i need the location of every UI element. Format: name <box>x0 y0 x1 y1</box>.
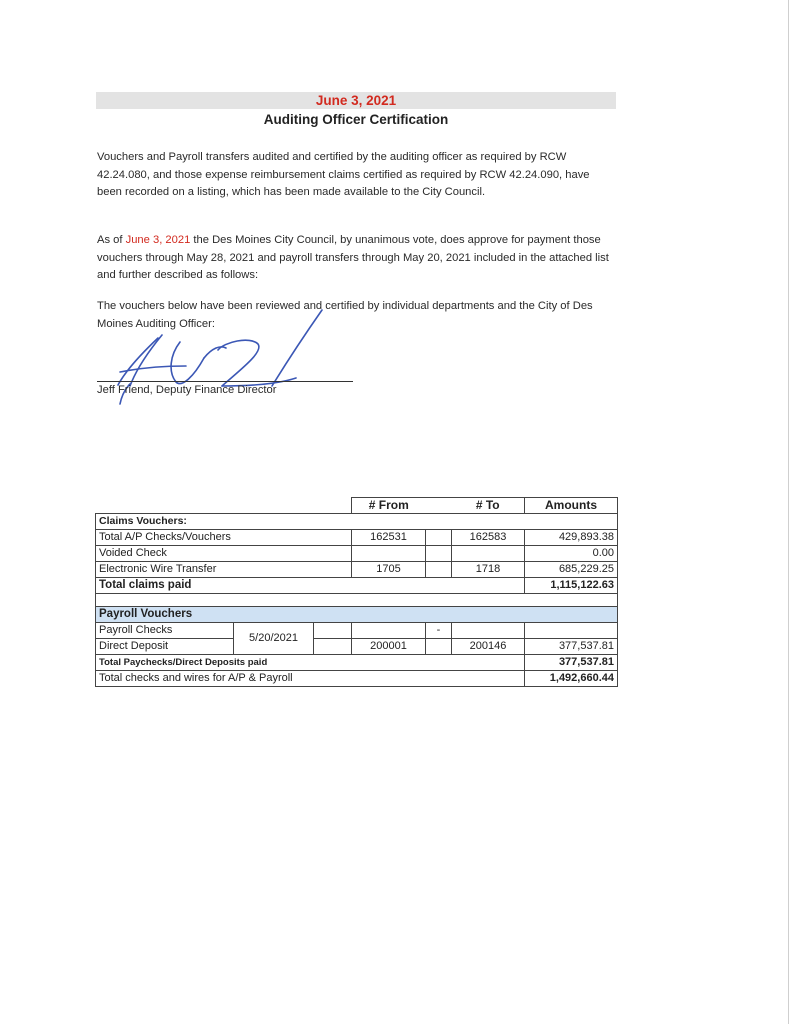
table-cell <box>352 623 426 639</box>
approval-date: June 3, 2021 <box>125 234 191 246</box>
paragraph-rcw: Vouchers and Payroll transfers audited and certified by the auditing officer as required by RCW 42.24.080, and those expense reimbursement claims certified as required by RCW 42.24.090, have been recorded on a listing, which has been made available to the City Council. <box>97 151 590 198</box>
table-row <box>96 562 618 578</box>
table-cell <box>452 546 525 562</box>
signature-caption: Jeff Friend, Deputy Finance Director <box>97 384 277 396</box>
table-row <box>96 655 618 671</box>
page-edge <box>788 0 789 1024</box>
table-row <box>96 639 618 655</box>
ap-amount: 429,893.38 <box>525 530 618 546</box>
vouchers-table <box>95 497 618 687</box>
grand-total-label: Total checks and wires for A/P & Payroll <box>96 671 525 687</box>
table-cell <box>314 623 352 639</box>
total-payroll-amount: 377,537.81 <box>525 655 618 671</box>
table-cell <box>314 639 352 655</box>
wire-label: Electronic Wire Transfer <box>96 562 352 578</box>
table-row <box>96 530 618 546</box>
certification-date: June 3, 2021 <box>315 93 397 108</box>
table-cell <box>452 623 525 639</box>
dd-from: 200001 <box>352 639 426 655</box>
direct-deposit-label: Direct Deposit <box>96 639 234 655</box>
ap-to: 162583 <box>452 530 525 546</box>
col-amounts-header: Amounts <box>525 498 618 514</box>
table-row <box>96 623 618 639</box>
col-to-header: # To <box>452 498 525 514</box>
table-cell <box>426 562 452 578</box>
ap-label: Total A/P Checks/Vouchers <box>96 530 352 546</box>
ap-from: 162531 <box>352 530 426 546</box>
table-header-row <box>96 498 618 514</box>
dd-amount: 377,537.81 <box>525 639 618 655</box>
table-cell <box>96 498 234 514</box>
table-cell <box>314 498 352 514</box>
total-payroll-label: Total Paychecks/Direct Deposits paid <box>96 655 525 671</box>
table-row <box>96 594 618 607</box>
payroll-section-header: Payroll Vouchers <box>96 607 618 623</box>
table-row <box>96 578 618 594</box>
approval-rest: the Des Moines City Council, by unanimous vote, does approve for payment those vouchers through May 28, 2021 and payroll transfers through May 20, 2021 included in the attached list and further described as follows: <box>97 234 609 281</box>
dd-to: 200146 <box>452 639 525 655</box>
page-title: Auditing Officer Certification <box>263 112 449 127</box>
col-from-header: # From <box>352 498 426 514</box>
wire-amount: 685,229.25 <box>525 562 618 578</box>
signature-line <box>97 381 353 382</box>
payroll-date: 5/20/2021 <box>234 623 314 655</box>
wire-to: 1718 <box>452 562 525 578</box>
voided-label: Voided Check <box>96 546 352 562</box>
table-cell <box>426 498 452 514</box>
table-cell <box>525 623 618 639</box>
payroll-checks-label: Payroll Checks <box>96 623 234 639</box>
wire-from: 1705 <box>352 562 426 578</box>
approval-prefix: As of <box>97 234 126 246</box>
table-cell <box>426 639 452 655</box>
total-claims-label: Total claims paid <box>96 578 525 594</box>
total-claims-amount: 1,115,122.63 <box>525 578 618 594</box>
table-row <box>96 671 618 687</box>
table-cell <box>426 546 452 562</box>
table-row <box>96 607 618 623</box>
paragraph-reviewed: The vouchers below have been reviewed and certified by individual departments and the City of Des Moines Auditing Officer: <box>97 300 593 330</box>
table-row <box>96 514 618 530</box>
voided-amount: 0.00 <box>525 546 618 562</box>
paragraph-approval <box>97 232 617 285</box>
claims-section-header: Claims Vouchers: <box>96 514 618 530</box>
table-row <box>96 546 618 562</box>
table-cell <box>234 498 314 514</box>
spacer-row <box>96 594 618 607</box>
table-cell <box>352 546 426 562</box>
grand-total-amount: 1,492,660.44 <box>525 671 618 687</box>
table-cell <box>426 530 452 546</box>
payroll-checks-dash: - <box>426 623 452 639</box>
